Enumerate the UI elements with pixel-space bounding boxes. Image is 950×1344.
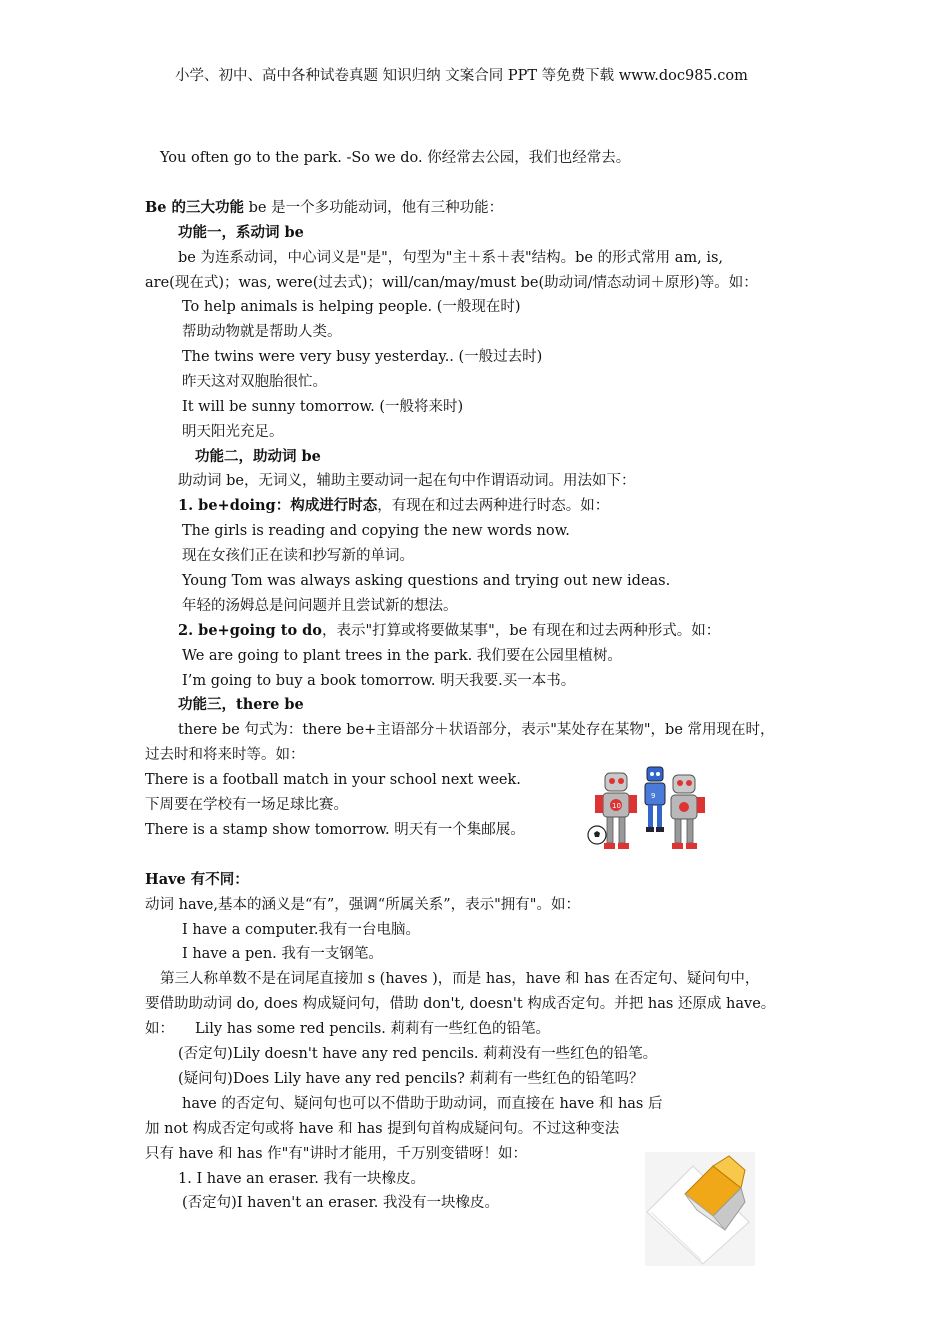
- svg-text:9: 9: [651, 792, 656, 800]
- func1-heading: 功能一，系动词 be: [178, 224, 304, 241]
- robots-football-illustration: [585, 765, 715, 855]
- func1-ex1-cn: 帮助动物就是帮助人类。: [182, 324, 342, 340]
- have-rule-line1: 第三人称单数不是在词尾直接加 s (haves )，而是 has，have 和 has 在否定句、疑问句中，: [160, 971, 760, 987]
- func2-heading: 功能二，助动词 be: [195, 448, 321, 465]
- have-rule-ex: Lily has some red pencils. 莉莉有一些红色的铅笔。: [195, 1021, 551, 1037]
- robot-middle: [645, 767, 665, 832]
- func2-point1-rest: ，有现在和过去两种进行时态。如：: [377, 498, 610, 514]
- func1-ex1-en: To help animals is helping people. (一般现在时): [182, 299, 521, 315]
- page-header: 小学、初中、高中各种试卷真题 知识归纳 文案合同 PPT 等免费下载 www.doc985.com: [175, 68, 748, 84]
- func1-ex2-cn: 昨天这对双胞胎很忙。: [182, 374, 327, 390]
- func2-p1-ex2-en: Young Tom was always asking questions and trying out new ideas.: [182, 573, 671, 589]
- have-rule-ex-label: 如：: [145, 1021, 174, 1037]
- func2-desc: 助动词 be，无词义，辅助主要动词一起在句中作谓语动词。用法如下：: [178, 473, 636, 489]
- func2-p1-ex1-en: The girls is reading and copying the new words now.: [182, 523, 570, 539]
- func2-point2-bold: 2. be+going to do: [178, 622, 322, 639]
- have-final-ex1: 1. I have an eraser. 我有一块橡皮。: [178, 1171, 425, 1187]
- func3-desc-line1: there be 句式为：there be+主语部分＋状语部分，表示"某处存在某物"，be 常用现在时，: [178, 722, 775, 738]
- svg-text:10: 10: [612, 802, 621, 810]
- have-alt-line2: 加 not 构成否定句或将 have 和 has 提到句首构成疑问句。不过这种变法: [145, 1121, 620, 1137]
- func1-ex2-en: The twins were very busy yesterday.. (一般过去时): [182, 349, 543, 365]
- be-title-bold: Be 的三大功能: [145, 199, 245, 216]
- func2-p1-ex1-cn: 现在女孩们正在读和抄写新的单词。: [182, 548, 414, 564]
- func3-desc-line2: 过去时和将来时等。如：: [145, 747, 305, 763]
- have-section-title: Have 有不同：: [145, 871, 249, 888]
- have-alt-line3: 只有 have 和 has 作"有"讲时才能用，千万别变错呀！如：: [145, 1146, 527, 1162]
- be-title-desc: be 是一个多功能动词，他有三种功能：: [244, 200, 504, 216]
- func1-desc-line2: are(现在式)；was, were(过去式)；will/can/may/must be(助动词/情态动词＋原形)等。如：: [145, 275, 758, 291]
- be-section-title: [145, 198, 503, 218]
- func3-ex2: There is a stamp show tomorrow. 明天有一个集邮展。: [145, 822, 525, 838]
- func2-p2-ex1: We are going to plant trees in the park. 我们要在公园里植树。: [182, 648, 622, 664]
- robot-right: [671, 775, 705, 849]
- have-neg-ex: (否定句)Lily doesn't have any red pencils. 莉莉没有一些红色的铅笔。: [178, 1046, 658, 1062]
- func2-point1-bold: 1. be+doing：构成进行时态: [178, 497, 378, 514]
- have-question-ex: (疑问句)Does Lily have any red pencils? 莉莉有一些红色的铅笔吗？: [178, 1071, 644, 1087]
- have-alt-line1: have 的否定句、疑问句也可以不借助于助动词，而直接在 have 和 has 后: [182, 1096, 663, 1112]
- have-final-ex2: (否定句)I haven't an eraser. 我没有一块橡皮。: [182, 1195, 499, 1211]
- func2-p2-ex2: I’m going to buy a book tomorrow. 明天我要.买一本书。: [182, 673, 576, 689]
- have-rule-line2: 要借助助动词 do, does 构成疑问句，借助 don't, doesn't 构成否定句。并把 has 还原成 have。: [145, 996, 776, 1012]
- func3-heading: 功能三，there be: [178, 696, 304, 713]
- intro-sentence: You often go to the park. -So we do. 你经常去公园，我们也经常去。: [160, 150, 631, 166]
- have-ex1: I have a computer.我有一台电脑。: [182, 922, 421, 938]
- func1-desc-line1: be 为连系动词，中心词义是"是"，句型为"主＋系＋表"结构。be 的形式常用 am, is,: [178, 250, 724, 266]
- soccer-ball: [588, 826, 606, 844]
- func2-point2: [178, 621, 720, 641]
- func2-p1-ex2-cn: 年轻的汤姆总是问问题并且尝试新的想法。: [182, 598, 458, 614]
- eraser-illustration: [645, 1152, 755, 1266]
- have-desc: 动词 have,基本的涵义是“有”，强调“所属关系”，表示"拥有"。如：: [145, 897, 580, 913]
- func2-point2-rest: ，表示"打算或将要做某事"，be 有现在和过去两种形式。如：: [321, 623, 721, 639]
- have-ex2: I have a pen. 我有一支钢笔。: [182, 946, 383, 962]
- func1-ex3-cn: 明天阳光充足。: [182, 424, 284, 440]
- func3-ex1-cn: 下周要在学校有一场足球比赛。: [145, 797, 348, 813]
- func3-ex1-en: There is a football match in your school next week.: [145, 772, 521, 788]
- func1-ex3-en: It will be sunny tomorrow. (一般将来时): [182, 399, 464, 415]
- func2-point1: [178, 496, 609, 516]
